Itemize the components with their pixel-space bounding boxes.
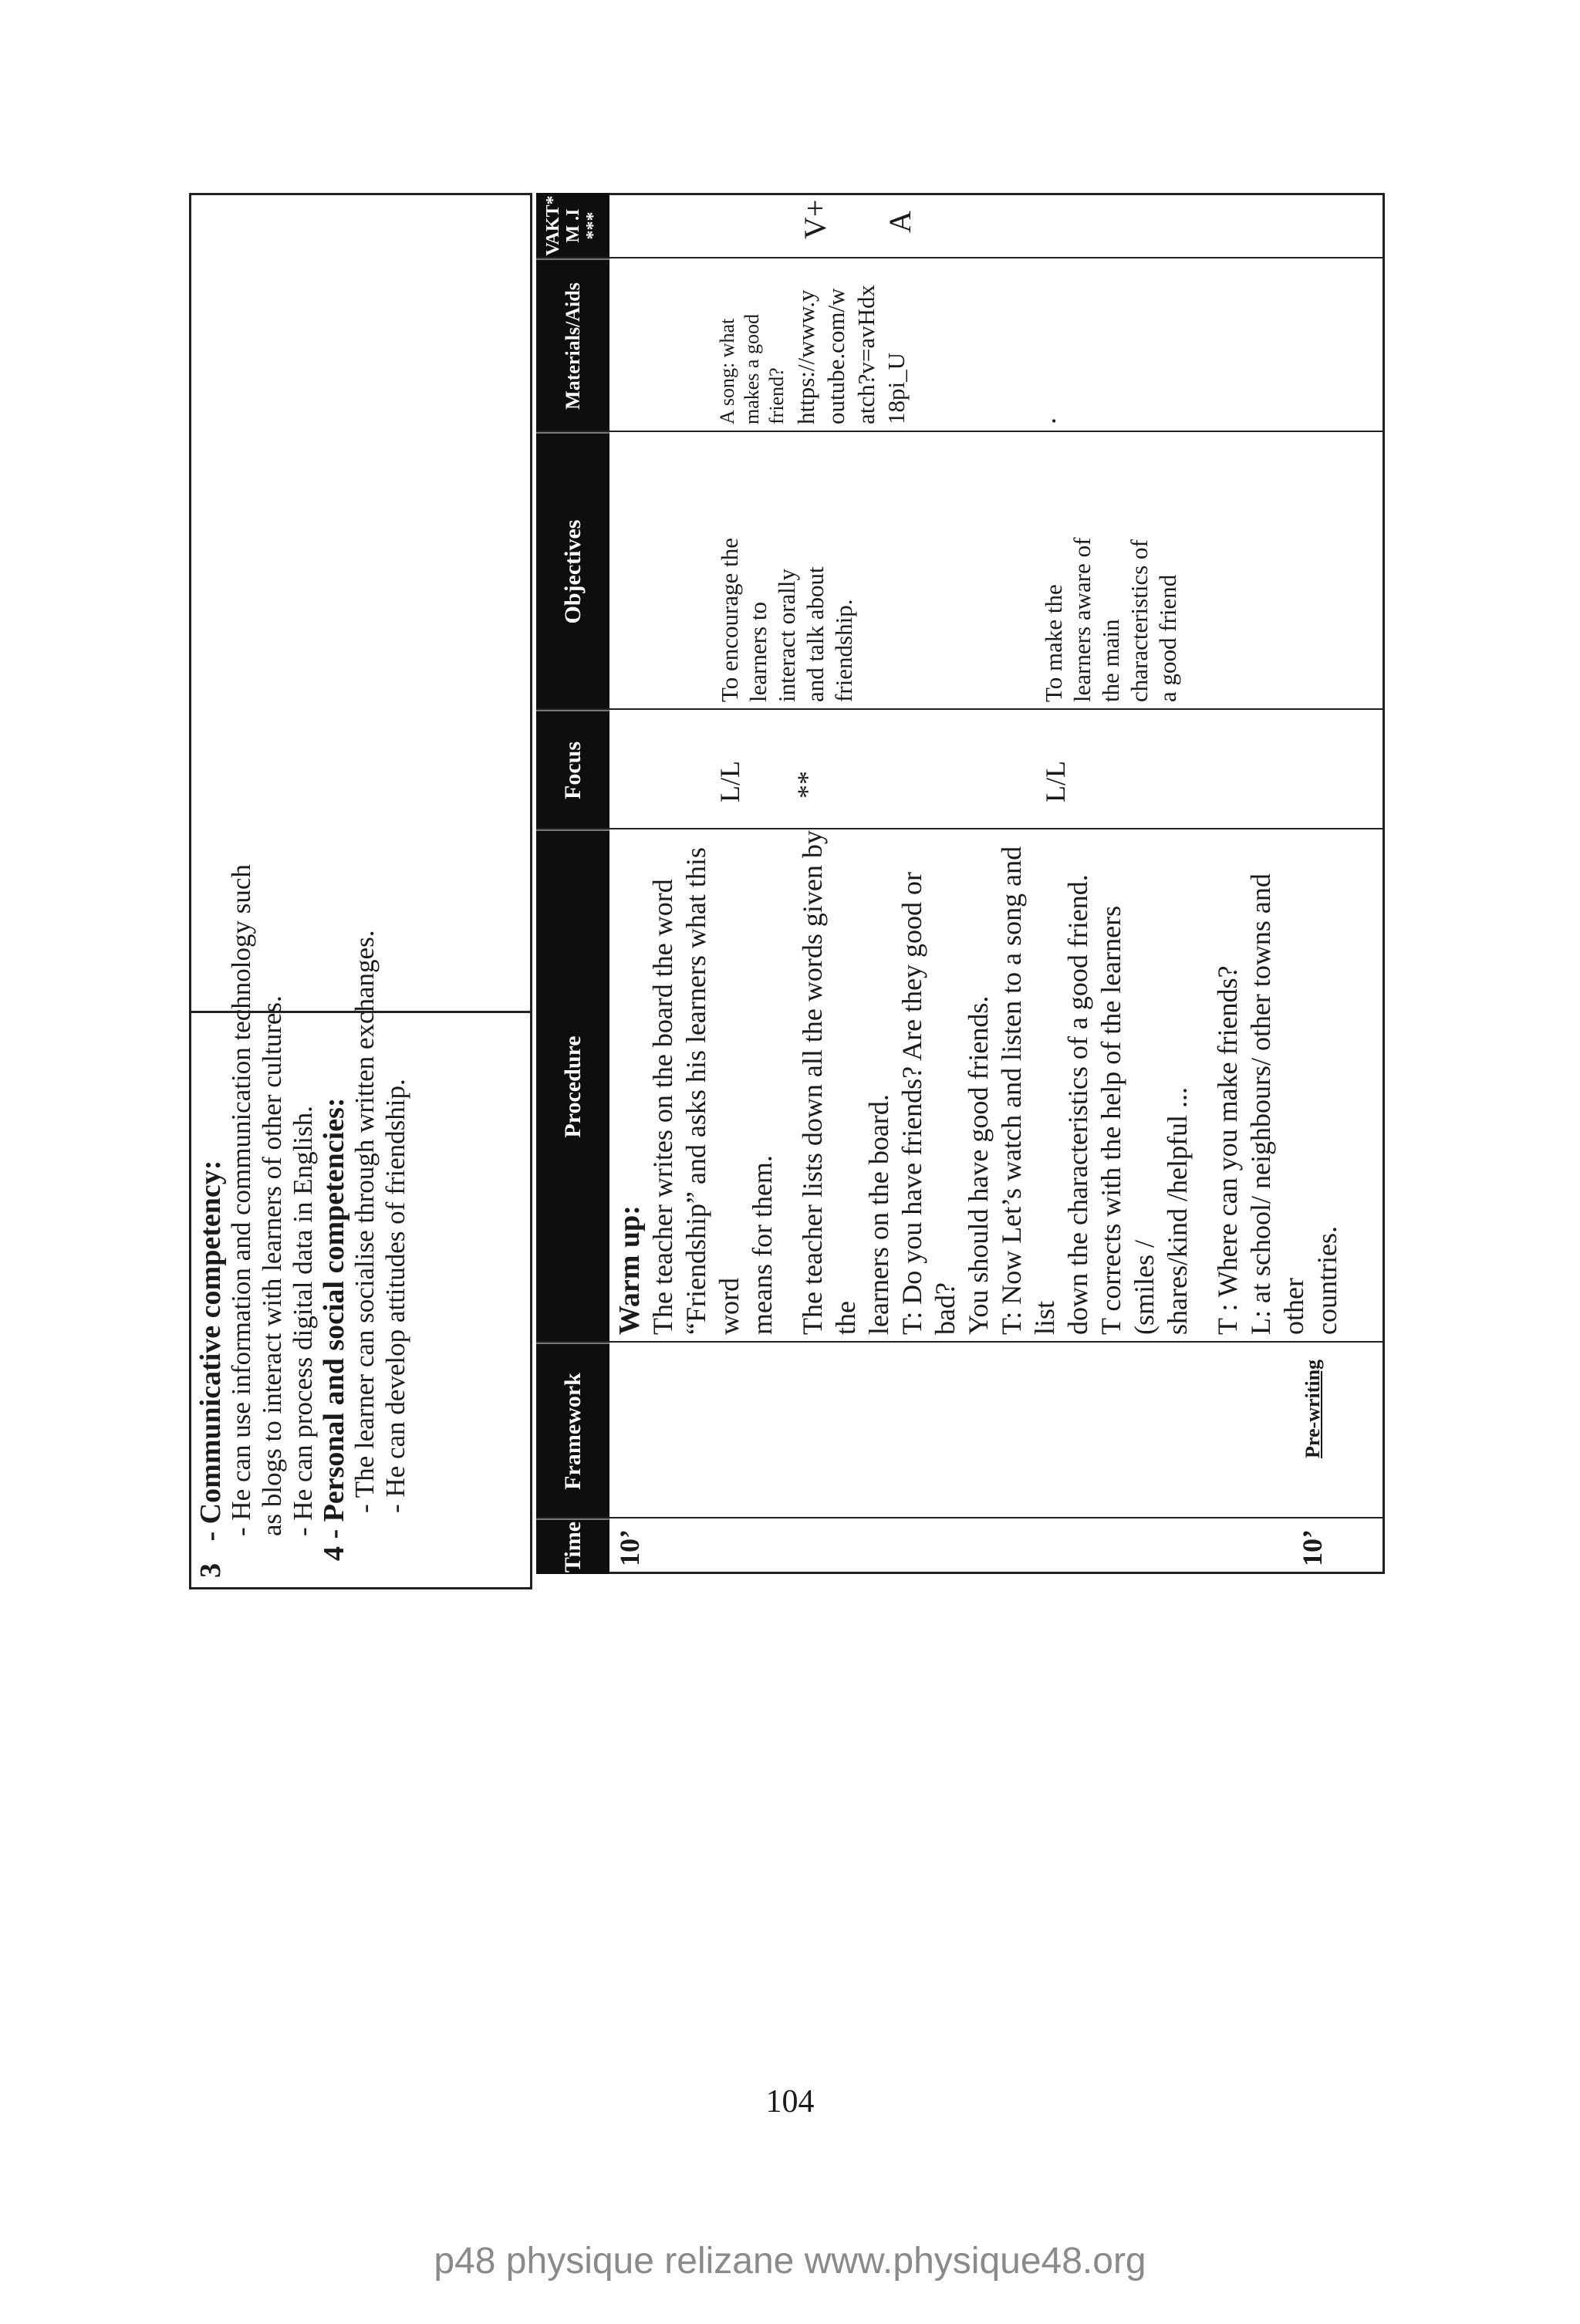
competency-4-line: - The learner can socialise through written exchanges. bbox=[349, 930, 380, 1513]
procedure-line: L: at school/ neighbours/ other towns and other bbox=[1245, 873, 1309, 1335]
procedure-lines bbox=[647, 826, 1344, 1335]
focus-stars: ** bbox=[792, 771, 822, 799]
competency-rotated bbox=[189, 193, 532, 1589]
procedure-line: T: Do you have friends? Are they good or bad? bbox=[896, 871, 960, 1335]
competency-text-block bbox=[195, 498, 411, 1578]
procedure-cell bbox=[613, 826, 1344, 1335]
procedure-line bbox=[1194, 826, 1211, 1335]
header-time: Time bbox=[536, 1518, 609, 1574]
procedure-line: T: Now Let’s watch and listen to a song and list bbox=[996, 846, 1060, 1335]
procedure-line bbox=[779, 826, 796, 1335]
vakt-v-plus: V+ bbox=[798, 199, 832, 239]
procedure-line: The teacher writes on the board the word bbox=[647, 879, 678, 1335]
procedure-line: learners on the board. bbox=[863, 1094, 894, 1335]
competency-4-line: - He can develop attitudes of friendship. bbox=[380, 1079, 410, 1513]
column-divider bbox=[536, 257, 1385, 258]
procedure-line: shares/kind /helpful ... bbox=[1162, 1087, 1193, 1335]
procedure-line: down the characteristics of a good friend. bbox=[1062, 874, 1093, 1335]
row2-framework: Pre-writing bbox=[1301, 1359, 1324, 1458]
competency-4-heading: 4 - Personal and social competencies: bbox=[318, 1097, 350, 1561]
header-framework: Framework bbox=[536, 1343, 609, 1518]
vakt-a: A bbox=[883, 211, 917, 233]
procedure-line: You should have good friends. bbox=[963, 995, 994, 1335]
header-objectives: Objectives bbox=[536, 432, 609, 710]
header-focus: Focus bbox=[536, 710, 609, 829]
header-procedure: Procedure bbox=[536, 829, 609, 1343]
competency-3-heading: 3 - Communicative competency: bbox=[194, 1160, 227, 1578]
header-vakt: VAKT* M .I *** bbox=[536, 193, 609, 258]
row2-time: 10’ bbox=[1297, 1529, 1328, 1566]
column-divider bbox=[536, 431, 1385, 432]
competency-3-line: as blogs to interact with learners of other cultures. bbox=[257, 995, 287, 1536]
competency-3-line: - He can process digital data in English. bbox=[288, 1106, 318, 1536]
materials-song: A song: what makes a good friend? bbox=[716, 314, 788, 424]
materials-link[interactable]: https://www.y outube.com/w atch?v=avHdx 18pi_U bbox=[792, 284, 910, 424]
procedure-line: means for them. bbox=[747, 1155, 778, 1335]
column-divider bbox=[536, 1517, 1385, 1518]
footer-watermark[interactable]: p48 physique relizane www.physique48.org bbox=[434, 2241, 1146, 2282]
column-divider bbox=[536, 1341, 1385, 1343]
competency-3-line: - He can use information and communication technology such bbox=[226, 864, 256, 1536]
table-rotated-body bbox=[536, 193, 1385, 1574]
objectives-2: To make the learners aware of the main characteristics of a good friend bbox=[1040, 537, 1181, 702]
focus-1: L/L bbox=[714, 761, 745, 802]
page-number: 104 bbox=[765, 2084, 815, 2120]
procedure-line: countries. bbox=[1312, 1226, 1342, 1335]
materials-dot: . bbox=[1031, 417, 1062, 424]
procedure-line: T : Where can you make friends? bbox=[1212, 965, 1243, 1335]
procedure-line: The teacher lists down all the words given by the bbox=[797, 830, 861, 1335]
row1-time: 10’ bbox=[614, 1529, 645, 1566]
procedure-title: Warm up: bbox=[613, 1205, 646, 1335]
focus-2: L/L bbox=[1040, 761, 1071, 802]
procedure-line: “Friendship” and asks his learners what this word bbox=[680, 847, 744, 1335]
procedure-line: T corrects with the help of the learners (smiles / bbox=[1096, 905, 1160, 1335]
header-materials: Materials/Aids bbox=[536, 258, 609, 432]
column-divider bbox=[536, 708, 1385, 710]
objectives-1: To encourage the learners to interact orally and talk about friendship. bbox=[716, 537, 857, 702]
